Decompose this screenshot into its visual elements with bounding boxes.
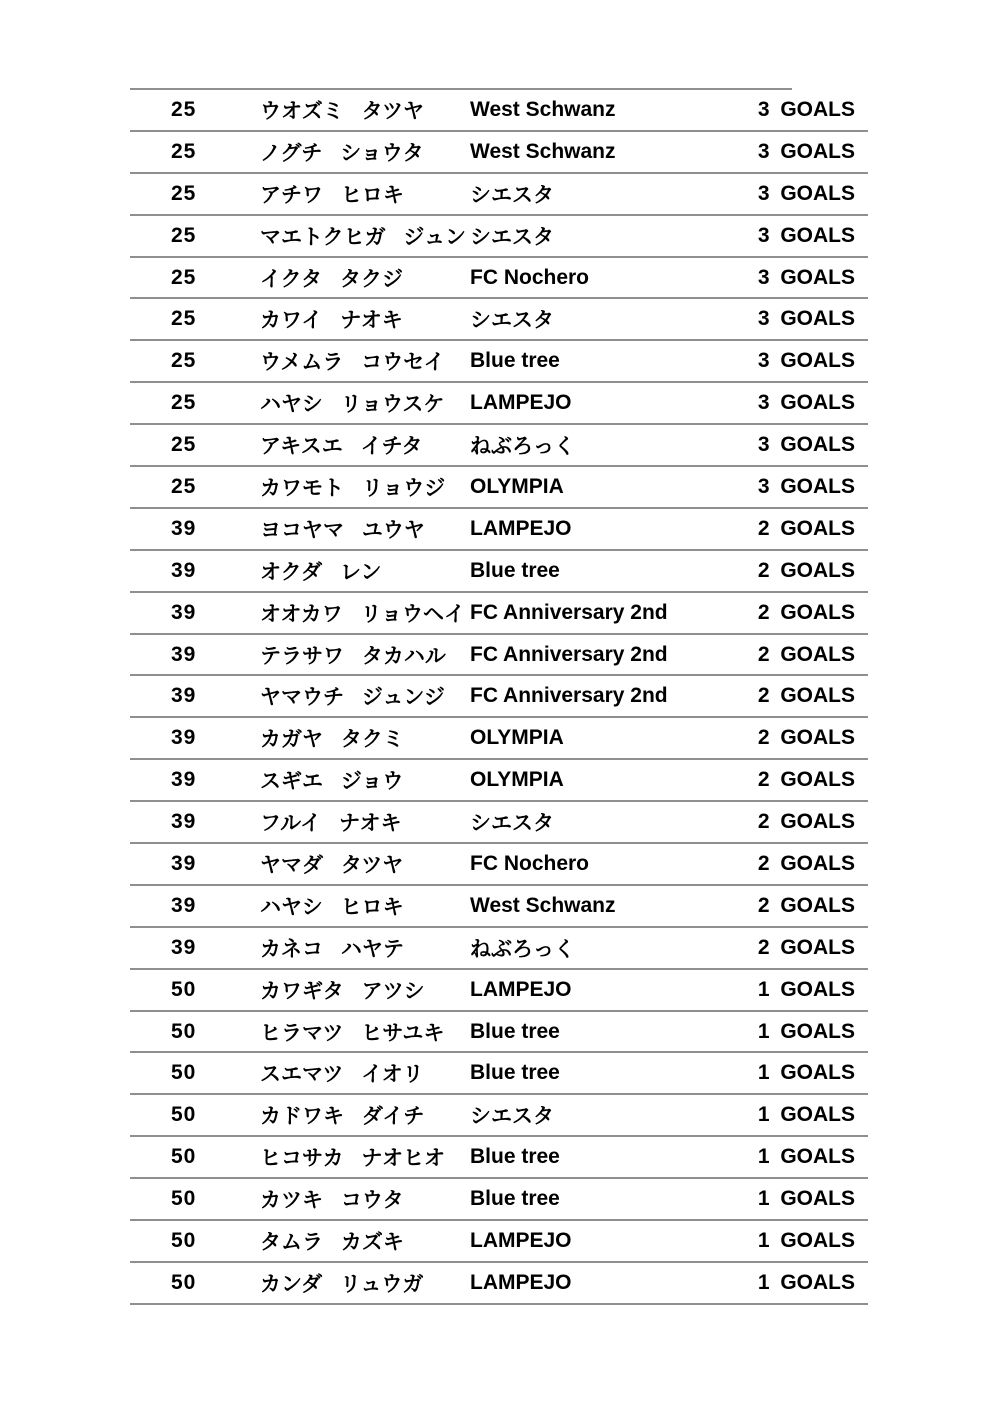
goals-cell: 1 GOALS <box>757 1145 855 1169</box>
table-row <box>130 760 868 802</box>
player-name-cell: アキスエ イチタ <box>260 435 423 459</box>
team-name-cell: West Schwanz <box>470 97 616 121</box>
player-name-cell: ヤマウチ ジュンジ <box>260 686 445 710</box>
team-name-cell: ねぶろっく <box>470 435 575 459</box>
rank-cell: 50 <box>171 1270 197 1294</box>
rank-cell: 25 <box>171 97 197 121</box>
table-row <box>130 886 868 928</box>
team-name-cell: Blue tree <box>470 1061 560 1085</box>
player-name-cell: カワイ ナオキ <box>260 309 403 333</box>
table-rows-container <box>130 90 868 1305</box>
goals-cell: 1 GOALS <box>757 1103 855 1127</box>
table-row <box>130 635 868 677</box>
goals-cell: 3 GOALS <box>757 391 855 415</box>
table-row <box>130 1137 868 1179</box>
team-name-cell: シエスタ <box>470 183 554 207</box>
player-name-cell: マエトクヒガ ジュン <box>260 225 466 249</box>
rank-cell: 25 <box>171 307 197 331</box>
rank-cell: 39 <box>171 642 197 666</box>
team-name-cell: シエスタ <box>470 309 554 333</box>
rank-cell: 25 <box>171 223 197 247</box>
rank-cell: 25 <box>171 349 197 373</box>
team-name-cell: FC Anniversary 2nd <box>470 642 668 666</box>
player-name-cell: オクダ レン <box>260 560 382 584</box>
player-name-cell: イクタ タクジ <box>260 267 403 291</box>
goals-cell: 3 GOALS <box>757 97 855 121</box>
team-name-cell: シエスタ <box>470 225 554 249</box>
team-name-cell: Blue tree <box>470 558 560 582</box>
rank-cell: 25 <box>171 391 197 415</box>
goals-cell: 1 GOALS <box>757 1019 855 1043</box>
team-name-cell: OLYMPIA <box>470 474 564 498</box>
rank-cell: 50 <box>171 1145 197 1169</box>
player-name-cell: フルイ ナオキ <box>260 812 402 836</box>
goals-cell: 2 GOALS <box>757 851 855 875</box>
team-name-cell: OLYMPIA <box>470 768 564 792</box>
rank-cell: 50 <box>171 1187 197 1211</box>
goals-cell: 1 GOALS <box>757 1187 855 1211</box>
table-row <box>130 844 868 886</box>
goals-cell: 1 GOALS <box>757 1228 855 1252</box>
player-name-cell: スエマツ イオリ <box>260 1063 424 1087</box>
table-row <box>130 970 868 1012</box>
rank-cell: 39 <box>171 516 197 540</box>
player-name-cell: テラサワ タカハル <box>260 644 446 668</box>
rank-cell: 39 <box>171 810 197 834</box>
goals-cell: 3 GOALS <box>757 474 855 498</box>
table-row <box>130 90 868 132</box>
team-name-cell: West Schwanz <box>470 139 616 163</box>
goals-cell: 2 GOALS <box>757 516 855 540</box>
player-name-cell: ノグチ ショウタ <box>260 141 424 165</box>
goals-cell: 2 GOALS <box>757 810 855 834</box>
goals-cell: 3 GOALS <box>757 349 855 373</box>
team-name-cell: Blue tree <box>470 1145 560 1169</box>
table-row <box>130 509 868 551</box>
table-row <box>130 1221 868 1263</box>
table-row <box>130 1179 868 1221</box>
goals-cell: 3 GOALS <box>757 181 855 205</box>
player-name-cell: カドワキ ダイチ <box>260 1105 425 1129</box>
rank-cell: 50 <box>171 1228 197 1252</box>
goals-cell: 1 GOALS <box>757 977 855 1001</box>
rank-cell: 25 <box>171 433 197 457</box>
team-name-cell: FC Anniversary 2nd <box>470 684 668 708</box>
goals-cell: 2 GOALS <box>757 642 855 666</box>
table-row <box>130 1263 868 1305</box>
table-row <box>130 928 868 970</box>
rank-cell: 39 <box>171 684 197 708</box>
goals-cell: 3 GOALS <box>757 265 855 289</box>
player-name-cell: カガヤ タクミ <box>260 728 404 752</box>
team-name-cell: FC Nochero <box>470 851 590 875</box>
player-name-cell: カネコ ハヤテ <box>260 937 404 961</box>
table-row <box>130 425 868 467</box>
goals-cell: 2 GOALS <box>757 768 855 792</box>
rank-cell: 39 <box>171 851 197 875</box>
table-row <box>130 551 868 593</box>
player-name-cell: ヒコサカ ナオヒオ <box>260 1147 445 1171</box>
player-name-cell: ヨコヤマ ユウヤ <box>260 518 425 542</box>
rank-cell: 39 <box>171 893 197 917</box>
rank-cell: 25 <box>171 474 197 498</box>
table-row <box>130 1095 868 1137</box>
player-name-cell: ウオズミ タツヤ <box>260 99 424 123</box>
player-name-cell: ウメムラ コウセイ <box>260 351 445 375</box>
table-row <box>130 258 868 300</box>
table-row <box>130 299 868 341</box>
player-name-cell: アチワ ヒロキ <box>260 183 404 207</box>
player-name-cell: オオカワ リョウヘイ <box>260 602 465 626</box>
player-name-cell: スギエ ジョウ <box>260 770 404 794</box>
rank-cell: 25 <box>171 139 197 163</box>
player-name-cell: カワモト リョウジ <box>260 476 446 500</box>
table-row <box>130 593 868 635</box>
goals-cell: 3 GOALS <box>757 307 855 331</box>
rank-cell: 39 <box>171 726 197 750</box>
rank-cell: 50 <box>171 1103 197 1127</box>
player-name-cell: カツキ コウタ <box>260 1189 404 1213</box>
table-row <box>130 802 868 844</box>
team-name-cell: Blue tree <box>470 1187 560 1211</box>
team-name-cell: Blue tree <box>470 1019 560 1043</box>
team-name-cell: LAMPEJO <box>470 1228 572 1252</box>
rank-cell: 39 <box>171 935 197 959</box>
player-name-cell: タムラ カズキ <box>260 1230 404 1254</box>
team-name-cell: LAMPEJO <box>470 391 572 415</box>
goal-ranking-table <box>130 88 868 1305</box>
goals-cell: 2 GOALS <box>757 558 855 582</box>
team-name-cell: OLYMPIA <box>470 726 564 750</box>
team-name-cell: FC Nochero <box>470 265 590 289</box>
table-row <box>130 718 868 760</box>
table-row <box>130 174 868 216</box>
player-name-cell: ハヤシ ヒロキ <box>260 895 404 919</box>
team-name-cell: LAMPEJO <box>470 516 572 540</box>
goals-cell: 1 GOALS <box>757 1270 855 1294</box>
goals-cell: 2 GOALS <box>757 893 855 917</box>
rank-cell: 39 <box>171 558 197 582</box>
rank-cell: 25 <box>171 181 197 205</box>
goals-cell: 2 GOALS <box>757 684 855 708</box>
table-row <box>130 467 868 509</box>
table-row <box>130 341 868 383</box>
goals-cell: 3 GOALS <box>757 139 855 163</box>
table-row <box>130 216 868 258</box>
player-name-cell: カンダ リュウガ <box>260 1272 424 1296</box>
player-name-cell: ヤマダ タツヤ <box>260 853 404 877</box>
team-name-cell: ねぶろっく <box>470 937 575 961</box>
rank-cell: 50 <box>171 1019 197 1043</box>
player-name-cell: ヒラマツ ヒサユキ <box>260 1021 445 1045</box>
rank-cell: 50 <box>171 1061 197 1085</box>
team-name-cell: West Schwanz <box>470 893 616 917</box>
table-row <box>130 676 868 718</box>
goals-cell: 2 GOALS <box>757 600 855 624</box>
player-name-cell: カワギタ アツシ <box>260 979 425 1003</box>
table-row <box>130 1053 868 1095</box>
goals-cell: 1 GOALS <box>757 1061 855 1085</box>
goals-cell: 2 GOALS <box>757 935 855 959</box>
table-row <box>130 1012 868 1054</box>
rank-cell: 50 <box>171 977 197 1001</box>
rank-cell: 25 <box>171 265 197 289</box>
team-name-cell: LAMPEJO <box>470 1270 572 1294</box>
table-row <box>130 132 868 174</box>
team-name-cell: シエスタ <box>470 1105 554 1129</box>
team-name-cell: FC Anniversary 2nd <box>470 600 668 624</box>
rank-cell: 39 <box>171 768 197 792</box>
goals-cell: 2 GOALS <box>757 726 855 750</box>
table-row <box>130 383 868 425</box>
rank-cell: 39 <box>171 600 197 624</box>
player-name-cell: ハヤシ リョウスケ <box>260 393 445 417</box>
team-name-cell: LAMPEJO <box>470 977 572 1001</box>
goals-cell: 3 GOALS <box>757 223 855 247</box>
goals-cell: 3 GOALS <box>757 433 855 457</box>
team-name-cell: シエスタ <box>470 812 554 836</box>
team-name-cell: Blue tree <box>470 349 560 373</box>
